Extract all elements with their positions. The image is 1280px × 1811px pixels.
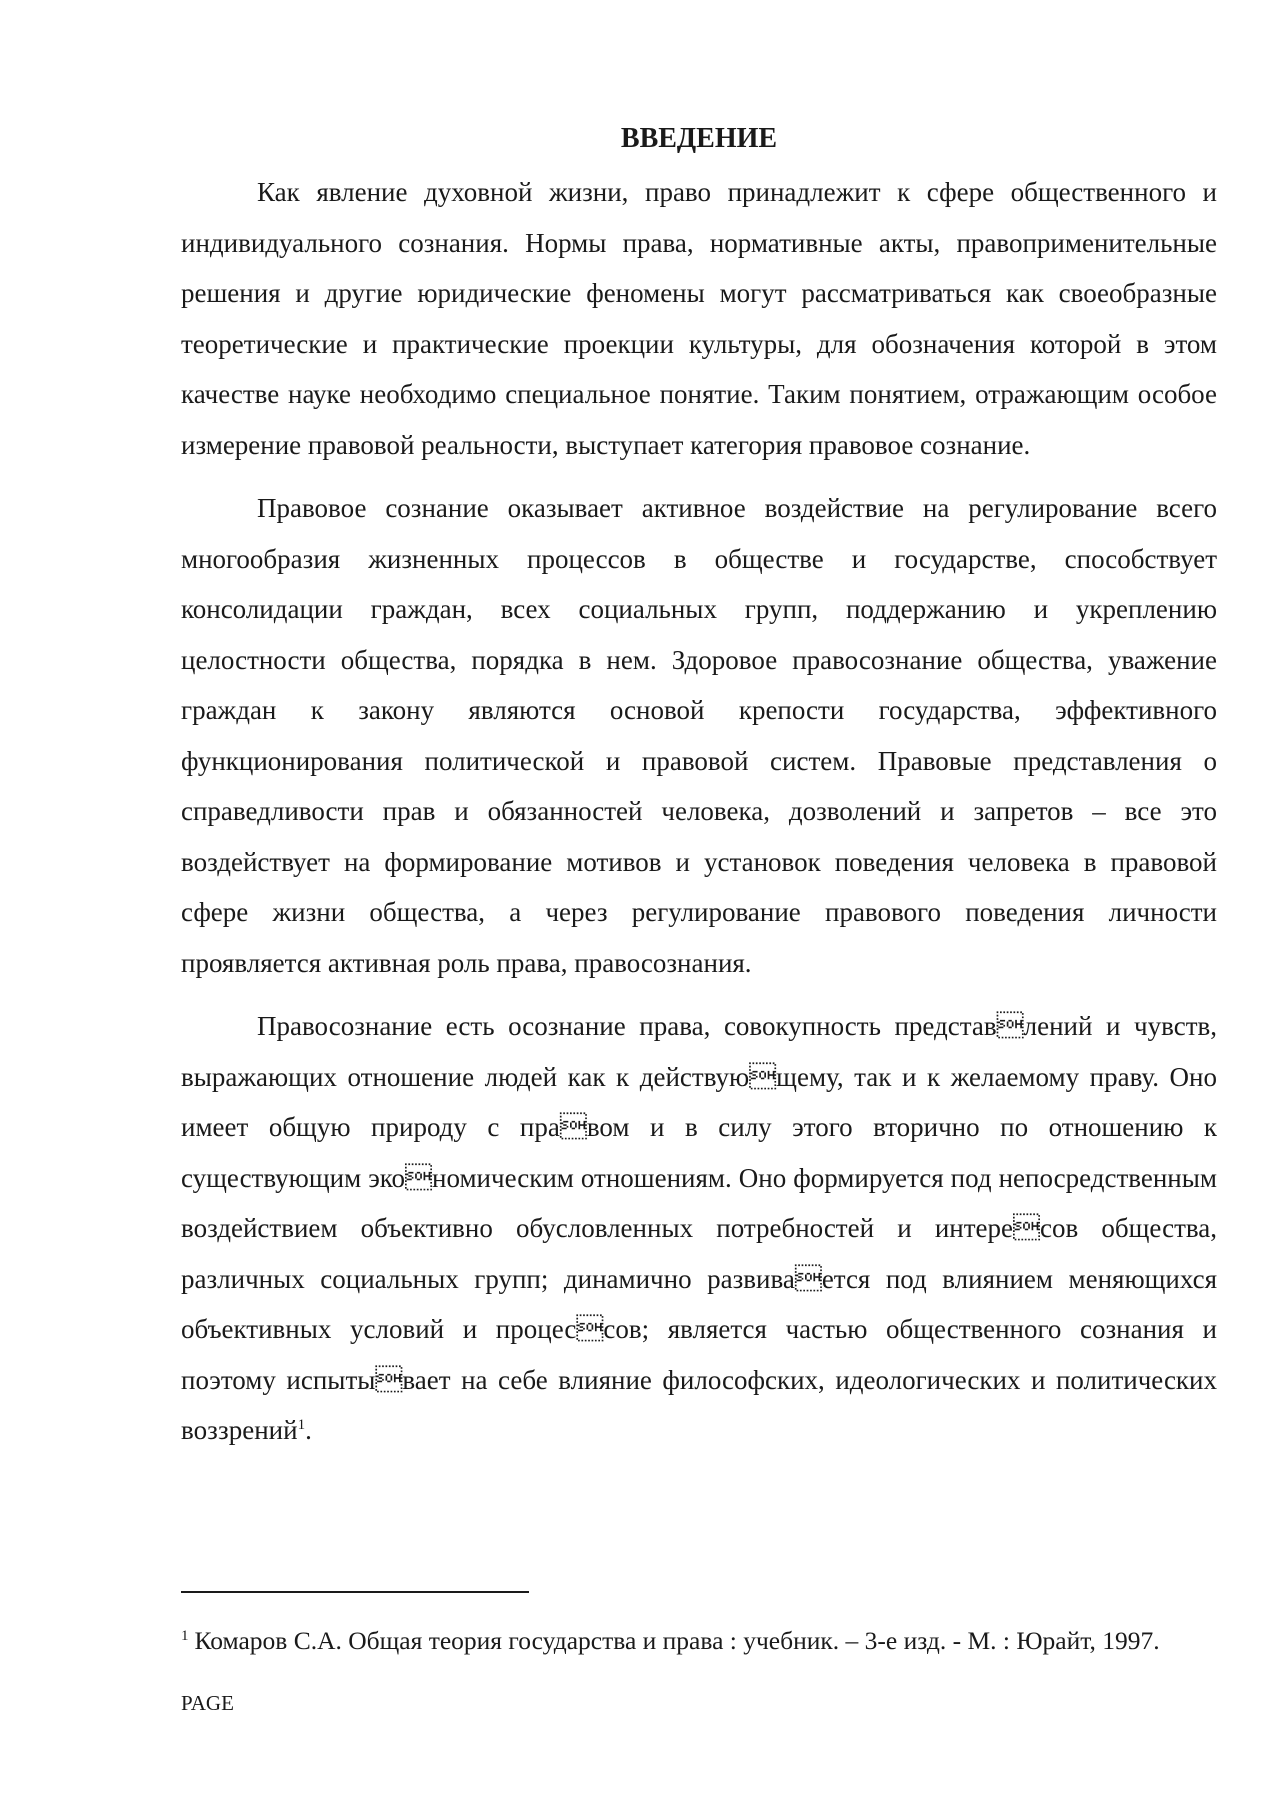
page-number-field: PAGE <box>181 1691 234 1715</box>
document-body <box>181 167 1217 1469</box>
footnote-separator <box>181 1591 529 1593</box>
document-page <box>181 0 1217 1811</box>
footnote-reference[interactable]: 1 <box>297 1417 306 1433</box>
page-title: ВВЕДЕНИЕ <box>620 123 778 154</box>
paragraph-2: Правовое сознание оказывает активное воздействие на регулирование всего многообразия жизненных процессов в обществе и государстве, способствует консолидации граждан, всех социальных групп, поддержанию и укреплению целостности общества, порядка в нем. Здоровое правосознание общества, уважение граждан к закону являются основой крепости государства, эффективного функционирования политической и правовой систем. Правовые представления о справедливости прав и обязанностей человека, дозволений и запретов – все это воздействует на формирование мотивов и установок поведения человека в правовой сфере жизни общества, а через регулирование правового поведения личности проявляется активная роль права, правосознания. <box>181 493 1217 978</box>
paragraph-3: Правосознание есть осознание права, совокупность представлений и чувств, выражающих отношение людей как к действующему, так и к желаемому праву. Оно имеет общую природу с правом и в силу этого вторично по отношению к существующим экономическим отношениям. Оно формируется под непосредственным воздействием объективно обусловленных потребностей и интересов общества, различных социальных групп; динамично развивается под влиянием меняющихся объективных условий и процессов; является частью общественного сознания и поэтому испытывает на себе влияние философских, идеологических и политических воззрений$^1$. <box>181 1011 1217 1445</box>
footnote-text: Комаров С.А. Общая теория государства и права : учебник. – 3-е изд. - М. : Юрайт, 1997. <box>194 1626 1160 1655</box>
footnote-marker: 1 <box>181 1627 189 1644</box>
paragraph-1: Как явление духовной жизни, право принадлежит к сфере общественного и индивидуального сознания. Нормы права, нормативные акты, правоприменительные решения и другие юридические феномены могут рассматриваться как своеобразные теоретические и практические проекции культуры, для обозначения которой в этом качестве науке необходимо специальное понятие. Таким понятием, отражающим особое измерение правовой реальности, выступает категория правовое сознание. <box>181 177 1217 460</box>
paragraph-3-text: Правосознание есть осознание права, совокупность представлений и чувств, выражающих отношение людей как к действующему, так и к желаемому праву. Оно имеет общую природу с правом и в силу этого вторично по отношению к существующим экономическим отношениям. Оно формируется под непосредственным воздействием объективно обусловленных потребностей и интересов общества, различных социальных групп; динамично развивается под влиянием меняющихся объективных условий и процессов; является частью общественного сознания и поэтому испытывает на себе влияние философских, идеологических и политических воззрений <box>181 1011 1217 1445</box>
footnote <box>181 1622 1217 1659</box>
